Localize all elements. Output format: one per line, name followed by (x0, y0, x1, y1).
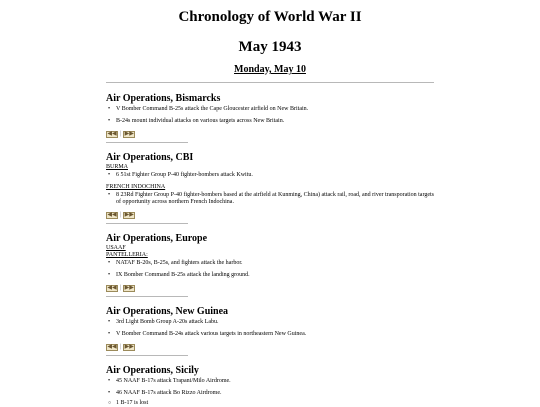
nav-separator: | (120, 131, 122, 137)
nav-bar (106, 130, 436, 138)
group-label: USAAF (106, 245, 126, 251)
nav-separator: | (120, 212, 122, 218)
list-item: • 45 NAAF B-17s attack Trapani/Milo Airdrome. (116, 378, 436, 385)
list-item: • 46 NAAF B-17s attack Bo Rizzo Airdrome. (116, 390, 436, 397)
nav-bar (106, 211, 436, 219)
subgroup-label: PANTELLERIA: (106, 252, 148, 258)
section-europe (106, 233, 436, 297)
nav-bar (106, 284, 436, 292)
section-cbi (106, 152, 436, 224)
item-list (106, 260, 436, 279)
divider (106, 355, 188, 356)
group-label: FRENCH INDOCHINA (106, 184, 166, 190)
section-bismarcks (106, 93, 436, 143)
nav-separator: | (120, 344, 122, 350)
divider (106, 296, 188, 297)
double-right-arrow-icon[interactable]: ▶▶ (124, 285, 134, 291)
list-item: • NATAF B-20s, B-25s, and fighters attack the harbor. (116, 260, 436, 267)
double-left-arrow-icon[interactable]: ◀◀ (107, 344, 117, 350)
item-list (106, 378, 436, 397)
double-left-arrow-icon[interactable]: ◀◀ (107, 131, 117, 137)
list-item: • 8 23Rd Fighter Group P-40 fighter-bombers based at the airfield at Kunming, China) attack rail, road, and river transporation targets of opportunity across northern French Indochina. (116, 192, 436, 206)
group-label: BURMA (106, 164, 129, 170)
section-sicily (106, 365, 436, 407)
page-title: Chronology of World War II (178, 9, 362, 25)
item-list (106, 319, 436, 338)
double-left-arrow-icon[interactable]: ◀◀ (107, 285, 117, 291)
item-list (106, 192, 436, 206)
section-title: Air Operations, CBI (106, 152, 194, 163)
list-item: • IX Bomber Command B-25s attack the landing ground. (116, 272, 436, 279)
double-right-arrow-icon[interactable]: ▶▶ (124, 344, 134, 350)
divider (106, 142, 188, 143)
sub-list-item: ○ 1 B-17 is lost (116, 400, 436, 407)
section-title: Air Operations, New Guinea (106, 306, 229, 317)
sub-item-list (106, 400, 436, 407)
divider (106, 82, 434, 83)
section-title: Air Operations, Sicily (106, 365, 199, 376)
double-left-arrow-icon[interactable]: ◀◀ (107, 212, 117, 218)
date-heading: Monday, May 10 (234, 64, 306, 75)
section-title: Air Operations, Europe (106, 233, 208, 244)
list-item: • B-24s mount individual attacks on various targets across New Britain. (116, 118, 436, 125)
nav-separator: | (120, 285, 122, 291)
nav-bar (106, 343, 436, 351)
list-item: • 3rd Light Bomb Group A-20s attack Labu. (116, 319, 436, 326)
section-new-guinea (106, 306, 436, 356)
item-list (106, 172, 436, 179)
list-item: • V Bomber Command B-24s attack various targets in northeastern New Guinea. (116, 331, 436, 338)
page-subtitle: May 1943 (238, 39, 302, 55)
item-list (106, 106, 436, 125)
double-right-arrow-icon[interactable]: ▶▶ (124, 212, 134, 218)
divider (106, 223, 188, 224)
list-item: • V Bomber Command B-25s attack the Cape Gloucester airfield on New Britain. (116, 106, 436, 113)
content (106, 93, 436, 407)
double-right-arrow-icon[interactable]: ▶▶ (124, 131, 134, 137)
list-item: • 6 51st Fighter Group P-40 fighter-bombers attack Kwitu. (116, 172, 436, 179)
section-title: Air Operations, Bismarcks (106, 93, 221, 104)
